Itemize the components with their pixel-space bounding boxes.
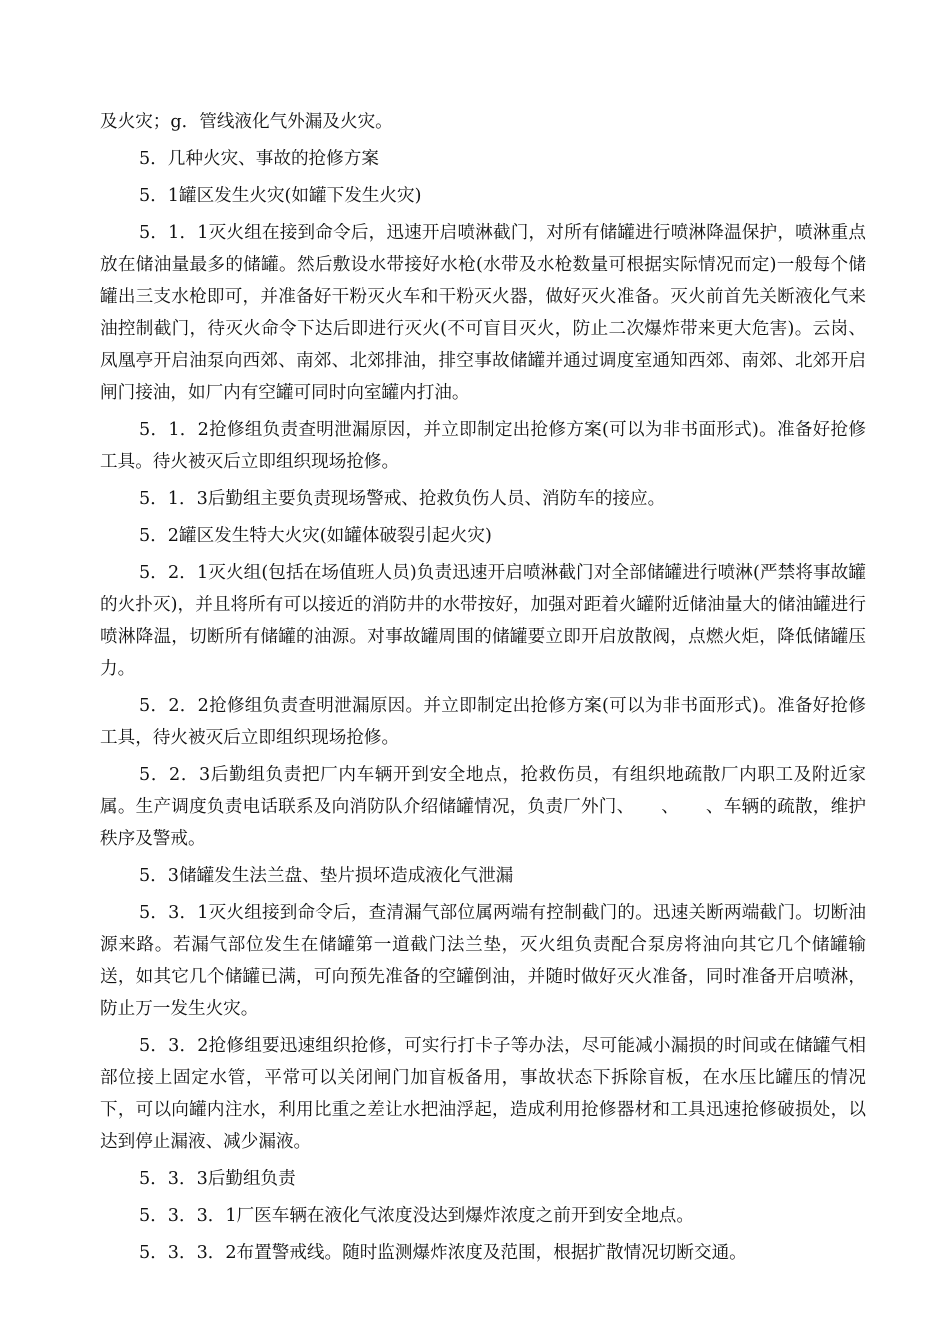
- heading-section-5-1: 5．1罐区发生火灾(如罐下发生火灾): [139, 186, 422, 206]
- paragraph-fire-types-end: 及火灾；g．管线液化气外漏及火灾。: [100, 112, 393, 132]
- heading-section-5-3: 5．3储罐发生法兰盘、垫片损坏造成液化气泄漏: [139, 866, 514, 886]
- heading-section-5-2: 5．2罐区发生特大火灾(如罐体破裂引起火灾): [139, 526, 492, 546]
- paragraph-5-2-3: 5．2．3后勤组负责把厂内车辆开到安全地点，抢救伤员，有组织地疏散厂内职工及附近家属。生产调度负责电话联系及向消防队介绍储罐情况，负责厂外门、 、 、车辆的疏散，维护秩序及警戒。: [100, 765, 866, 849]
- document-page: [100, 106, 866, 1274]
- paragraph-5-1-2: 5．1．2抢修组负责查明泄漏原因，并立即制定出抢修方案(可以为非书面形式)。准备好抢修工具。待火被灭后立即组织现场抢修。: [100, 420, 866, 472]
- paragraph-5-3-3-2: 5．3．3．2布置警戒线。随时监测爆炸浓度及范围，根据扩散情况切断交通。: [139, 1243, 747, 1263]
- paragraph-5-3-1: 5．3．1灭火组接到命令后，查清漏气部位属两端有控制截门的。迅速关断两端截门。切断油源来路。若漏气部位发生在储罐第一道截门法兰垫，灭火组负责配合泵房将油向其它几个储罐输送，如其它几个储罐已满，可向预先准备的空罐倒油，并随时做好灭火准备，同时准备开启喷淋，防止万一发生火灾。: [100, 903, 866, 1019]
- paragraph-5-1-1: 5．1．1灭火组在接到命令后，迅速开启喷淋截门，对所有储罐进行喷淋降温保护，喷淋重点放在储油量最多的储罐。然后敷设水带接好水枪(水带及水枪数量可根据实际情况而定)一般每个储罐出三支水枪即可，并准备好干粉灭火车和干粉灭火器，做好灭火准备。灭火前首先关断液化气来油控制截门，待灭火命令下达后即进行灭火(不可盲目灭火，防止二次爆炸带来更大危害)。云岗、凤凰亭开启油泵向西郊、南郊、北郊排油，排空事故储罐并通过调度室通知西郊、南郊、北郊开启闸门接油，如厂内有空罐可同时向室罐内打油。: [100, 223, 866, 403]
- heading-section-5: 5．几种火灾、事故的抢修方案: [139, 149, 379, 169]
- paragraph-5-2-1: 5．2．1灭火组(包括在场值班人员)负责迅速开启喷淋截门对全部储罐进行喷淋(严禁将事故罐的火扑灭)，并且将所有可以接近的消防井的水带按好，加强对距着火罐附近储油量大的储油罐进行喷淋降温，切断所有储罐的油源。对事故罐周围的储罐要立即开启放散阀，点燃火炬，降低储罐压力。: [100, 563, 866, 679]
- paragraph-5-2-2: 5．2．2抢修组负责查明泄漏原因。并立即制定出抢修方案(可以为非书面形式)。准备好抢修工具，待火被灭后立即组织现场抢修。: [100, 696, 866, 748]
- paragraph-5-3-2: 5．3．2抢修组要迅速组织抢修，可实行打卡子等办法，尽可能减小漏损的时间或在储罐气相部位接上固定水管，平常可以关闭闸门加盲板备用，事故状态下拆除盲板，在水压比罐压的情况下，可以向罐内注水，利用比重之差让水把油浮起，造成利用抢修器材和工具迅速抢修破损处，以达到停止漏液、减少漏液。: [100, 1036, 866, 1152]
- heading-section-5-3-3: 5．3．3后勤组负责: [139, 1169, 296, 1189]
- paragraph-5-1-3: 5．1．3后勤组主要负责现场警戒、抢救负伤人员、消防车的接应。: [139, 489, 666, 509]
- paragraph-5-3-3-1: 5．3．3．1厂医车辆在液化气浓度没达到爆炸浓度之前开到安全地点。: [139, 1206, 694, 1226]
